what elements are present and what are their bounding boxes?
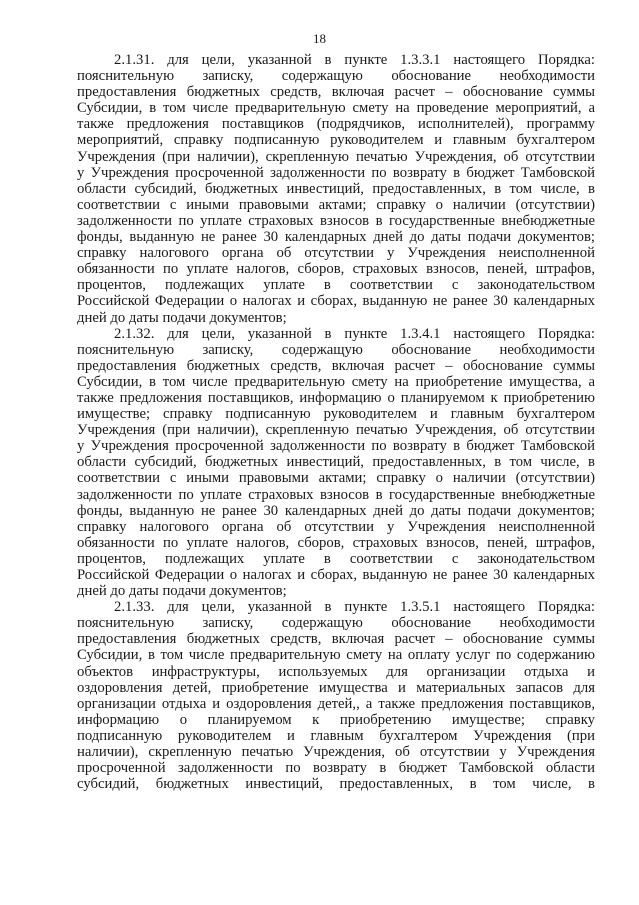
text-line: пояснительную записку, содержащую обоснование необходимости [77,68,595,85]
text-line: у Учреждения просроченной задолженности по возврату в бюджет Тамбовской [77,438,595,455]
text-line: обязанности по уплате налогов, сборов, страховых взносов, пеней, штрафов, [77,534,595,551]
text-line: просроченной задолженности по возврату в бюджет Тамбовской области [77,760,595,777]
text-line: Учреждения (при наличии), скрепленную печатью Учреждения, об отсутствии [77,148,595,165]
text-line: справку налогового органа об отсутствии у Учреждения неисполненной [77,245,595,262]
text-line: Российской Федерации о налогах и сборах, выданную не ранее 30 календарных [77,293,595,310]
text-line: 2.1.33. для цели, указанной в пункте 1.3.5.1 настоящего Порядка: [114,599,595,616]
text-line: Учреждения (при наличии), скрепленную печатью Учреждения, об отсутствии [77,422,595,439]
text-line: Субсидии, в том числе предварительную смету на проведение мероприятий, а [77,100,595,117]
text-line: подписанную руководителем и главным бухгалтером Учреждения (при [77,727,595,744]
text-line: мероприятий, справку подписанную руководителем и главным бухгалтером [77,132,595,149]
text-line: соответствии с иными правовыми актами; справку о наличии (отсутствии) [77,196,595,213]
text-line: также предложения поставщиков, информацию о планируемом к приобретению [77,389,595,406]
text-line: фонды, выданную не ранее 30 календарных дней до даты подачи документов; [77,502,595,519]
text-line: наличии), скрепленную печатью Учреждения, об отсутствии у Учреждения [77,744,595,761]
text-line: пояснительную записку, содержащую обоснование необходимости [77,341,595,358]
text-line: фонды, выданную не ранее 30 календарных дней до даты подачи документов; [77,229,595,246]
text-line: задолженности по уплате страховых взносов в государственные внебюджетные [77,486,595,503]
text-line: соответствии с иными правовыми актами; справку о наличии (отсутствии) [77,470,595,487]
text-line: оздоровления детей, приобретение имущества и материальных запасов для [77,679,595,696]
text-line: 2.1.32. для цели, указанной в пункте 1.3.4.1 настоящего Порядка: [114,325,595,342]
document-body [77,52,595,792]
text-line: также предложения поставщиков (подрядчиков, исполнителей), программу [77,116,595,133]
text-line: Субсидии, в том числе предварительную смету на приобретение имущества, а [77,373,595,390]
text-line: имуществе; справку подписанную руководителем и главным бухгалтером [77,406,595,423]
text-line: объектов инфраструктуры, используемых для организации отдыха и [77,663,595,680]
text-line: пояснительную записку, содержащую обоснование необходимости [77,615,595,632]
text-line: задолженности по уплате страховых взносов в государственные внебюджетные [77,212,595,229]
page-number: 18 [313,31,326,46]
text-line: Субсидии, в том числе предварительную смету на оплату услуг по содержанию [77,647,595,664]
text-line: процентов, подлежащих уплате в соответствии с законодательством [77,550,595,567]
text-line: предоставления бюджетных средств, включая расчет – обоснование суммы [77,631,595,648]
text-line: области субсидий, бюджетных инвестиций, предоставленных, в том числе, в [77,180,595,197]
text-line: предоставления бюджетных средств, включая расчет – обоснование суммы [77,357,595,374]
text-line: организации отдыха и оздоровления детей,, а также предложения поставщиков, [77,695,595,712]
text-line: субсидий, бюджетных инвестиций, предоставленных, в том числе, в [77,776,595,793]
text-line: предоставления бюджетных средств, включая расчет – обоснование суммы [77,84,595,101]
text-line: дней до даты подачи документов; [77,309,287,326]
text-line: области субсидий, бюджетных инвестиций, предоставленных, в том числе, в [77,454,595,471]
text-line: обязанности по уплате налогов, сборов, страховых взносов, пеней, штрафов, [77,261,595,278]
text-line: информацию о планируемом к приобретению имуществе; справку [77,711,595,728]
text-line: Российской Федерации о налогах и сборах, выданную не ранее 30 календарных [77,567,595,583]
text-line: процентов, подлежащих уплате в соответствии с законодательством [77,277,595,294]
text-line: справку налогового органа об отсутствии у Учреждения неисполненной [77,518,595,535]
text-line: у Учреждения просроченной задолженности по возврату в бюджет Тамбовской [77,164,595,181]
text-line: дней до даты подачи документов; [77,583,287,600]
text-line: 2.1.31. для цели, указанной в пункте 1.3.3.1 настоящего Порядка: [114,52,595,68]
